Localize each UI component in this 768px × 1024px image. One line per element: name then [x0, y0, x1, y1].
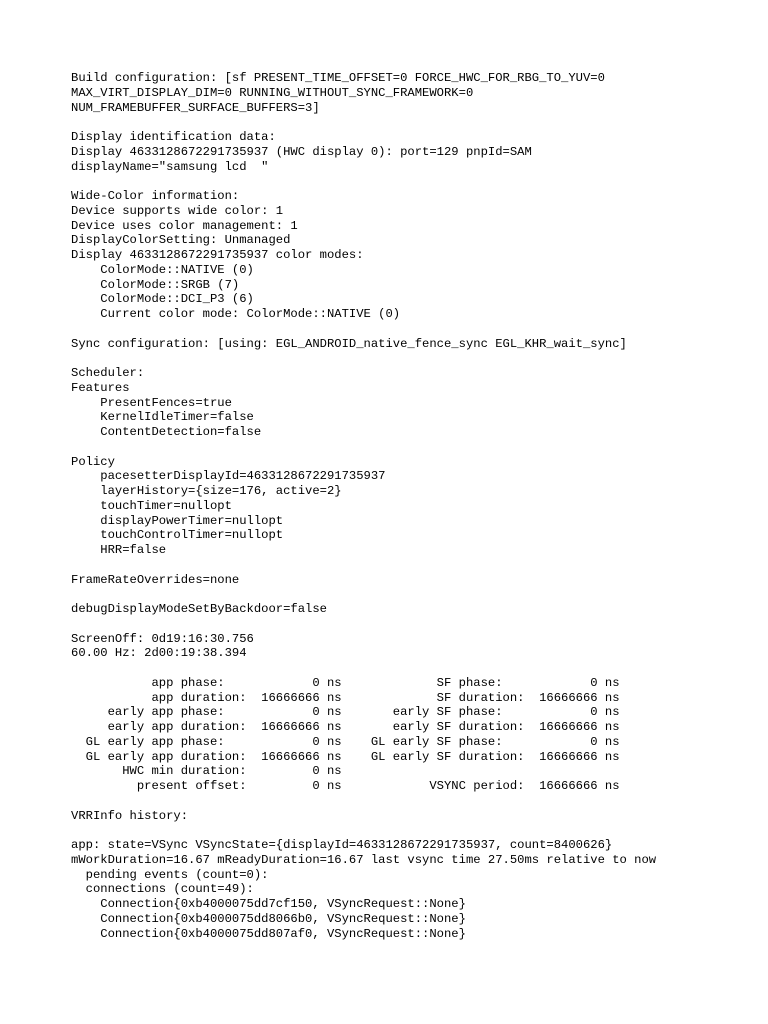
blank-line — [71, 823, 761, 838]
text-line: ScreenOff: 0d19:16:30.756 — [71, 631, 254, 646]
blank-line — [71, 558, 761, 573]
text-line: KernelIdleTimer=false — [71, 410, 254, 425]
text-line: Wide-Color information: — [71, 189, 240, 203]
text-line: ColorMode::SRGB (7) — [71, 277, 240, 292]
blank-line — [71, 351, 761, 366]
blank-line — [71, 115, 761, 130]
text-line: displayName="samsung lcd " — [71, 159, 269, 174]
text-line: early app phase: 0 ns early SF phase: 0 ns — [71, 705, 620, 720]
text-line: Features — [71, 380, 130, 395]
text-line: Display 4633128672291735937 (HWC display 0): port=129 pnpId=SAM — [71, 144, 532, 159]
text-line: displayPowerTimer=nullopt — [71, 513, 284, 528]
dumpsys-text-document — [71, 71, 761, 941]
text-line: ColorMode::NATIVE (0) — [71, 262, 254, 277]
text-line: Policy — [71, 454, 115, 469]
text-line: touchTimer=nullopt — [71, 498, 232, 513]
text-line: Connection{0xb4000075dd7cf150, VSyncRequest::None} — [71, 897, 466, 911]
text-line: FrameRateOverrides=none — [71, 572, 240, 587]
text-line: GL early app duration: 16666666 ns GL early SF duration: 16666666 ns — [71, 749, 620, 764]
text-line: present offset: 0 ns VSYNC period: 16666666 ns — [71, 779, 620, 793]
text-line: pacesetterDisplayId=4633128672291735937 — [71, 469, 386, 484]
text-line: Connection{0xb4000075dd807af0, VSyncRequest::None} — [71, 926, 466, 941]
text-line: Scheduler: — [71, 366, 145, 380]
text-line: Display identification data: — [71, 130, 276, 144]
text-line: layerHistory={size=176, active=2} — [71, 484, 342, 498]
text-line: pending events (count=0): — [71, 867, 269, 882]
blank-line — [71, 587, 761, 602]
text-line: PresentFences=true — [71, 395, 232, 410]
text-line: Sync configuration: [using: EGL_ANDROID_native_fence_sync EGL_KHR_wait_sync] — [71, 336, 627, 351]
text-line: ColorMode::DCI_P3 (6) — [71, 292, 254, 307]
blank-line — [71, 617, 761, 632]
blank-line — [71, 661, 761, 676]
text-line: app phase: 0 ns SF phase: 0 ns — [71, 675, 620, 690]
blank-line — [71, 322, 761, 337]
text-line: Device supports wide color: 1 — [71, 203, 284, 218]
text-line: 60.00 Hz: 2d00:19:38.394 — [71, 646, 247, 661]
text-line: VRRInfo history: — [71, 808, 189, 823]
text-line: DisplayColorSetting: Unmanaged — [71, 233, 291, 248]
text-line: GL early app phase: 0 ns GL early SF phase: 0 ns — [71, 734, 620, 749]
text-line: Connection{0xb4000075dd8066b0, VSyncRequest::None} — [71, 911, 466, 926]
text-line: Display 4633128672291735937 color modes: — [71, 248, 364, 262]
text-line: ContentDetection=false — [71, 425, 262, 439]
text-line: app duration: 16666666 ns SF duration: 16666666 ns — [71, 690, 620, 705]
text-line: connections (count=49): — [71, 882, 254, 897]
text-line: touchControlTimer=nullopt — [71, 528, 284, 543]
text-line: app: state=VSync VSyncState={displayId=4633128672291735937, count=8400626} — [71, 838, 613, 852]
text-line: Build configuration: [sf PRESENT_TIME_OFFSET=0 FORCE_HWC_FOR_RBG_TO_YUV=0 — [71, 71, 605, 85]
blank-line — [71, 794, 761, 809]
blank-line — [71, 440, 761, 455]
text-line: Current color mode: ColorMode::NATIVE (0) — [71, 307, 401, 321]
text-line: early app duration: 16666666 ns early SF duration: 16666666 ns — [71, 720, 620, 734]
text-line: HWC min duration: 0 ns — [71, 764, 342, 779]
text-line: Device uses color management: 1 — [71, 218, 298, 233]
text-line: NUM_FRAMEBUFFER_SURFACE_BUFFERS=3] — [71, 100, 320, 115]
text-line: MAX_VIRT_DISPLAY_DIM=0 RUNNING_WITHOUT_SYNC_FRAMEWORK=0 — [71, 85, 474, 100]
text-line: mWorkDuration=16.67 mReadyDuration=16.67 last vsync time 27.50ms relative to now — [71, 852, 657, 867]
blank-line — [71, 174, 761, 189]
text-line: debugDisplayModeSetByBackdoor=false — [71, 602, 327, 616]
text-line: HRR=false — [71, 543, 167, 557]
